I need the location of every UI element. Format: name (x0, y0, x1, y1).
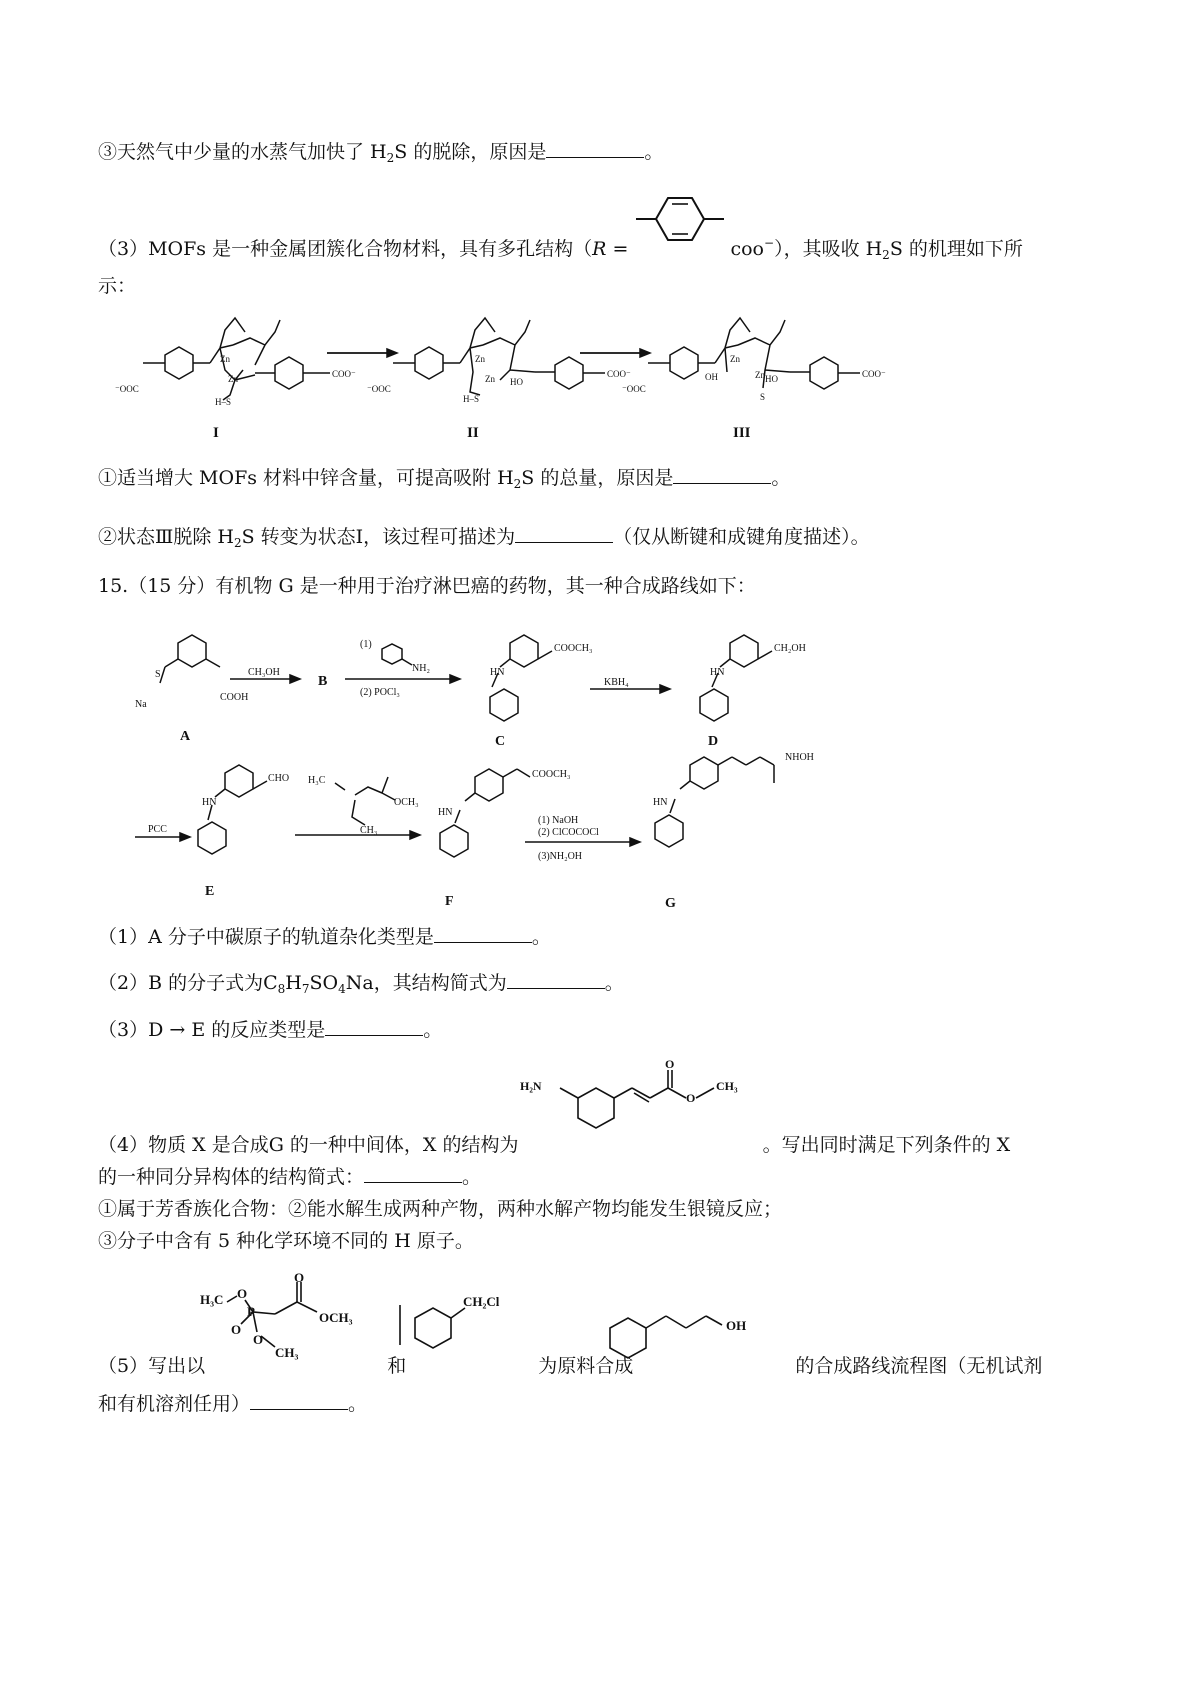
coo-minus-label: ⁻OOC (622, 384, 646, 394)
label-F: F (445, 894, 454, 909)
cooh-label: COOH (220, 692, 249, 703)
coo-minus-label: COO⁻ (332, 369, 356, 379)
label-II: II (467, 425, 479, 441)
text: 。 (348, 1393, 368, 1415)
text: （1）A 分子中碳原子的轨道杂化类型是 (98, 926, 434, 948)
q14-sub3-line (98, 138, 663, 172)
ch2cl-label: CH₂Cl (463, 1294, 500, 1309)
s-label: S (155, 669, 161, 680)
text: S 的脱除，原因是 (394, 141, 547, 163)
label-C: C (495, 734, 506, 749)
text: S 的机理如下所 (889, 238, 1023, 260)
q14-sub1-line (98, 464, 790, 498)
answer-blank[interactable] (325, 1017, 423, 1036)
subscript: 7 (301, 982, 310, 996)
answer-blank[interactable] (434, 924, 532, 943)
text: （2）B 的分子式为C (98, 972, 278, 994)
ch3-label: CH₃ (275, 1345, 299, 1360)
zn-label: Zn (485, 374, 495, 384)
answer-blank[interactable] (507, 970, 605, 989)
r-symbol: R = (592, 238, 629, 260)
reagent-pcc: PCC (148, 824, 167, 835)
text: 为原料合成 (538, 1355, 634, 1377)
cooch3-label: COOCH₃ (554, 643, 593, 654)
coo-minus-label: COO⁻ (862, 369, 886, 379)
text: 。写出同时满足下列条件的 X (762, 1134, 1011, 1156)
h3c-label: H₃C (200, 1292, 224, 1307)
o-label: O (237, 1286, 248, 1301)
text: 的一种同分异构体的结构简式： (98, 1166, 365, 1188)
subscript: 2 (386, 151, 395, 165)
och3-label: OCH₃ (319, 1310, 353, 1325)
label-G: G (665, 896, 676, 911)
q15-q3 (98, 1016, 442, 1044)
text: ，其结构简式为 (373, 972, 507, 994)
na-label: Na (135, 699, 147, 710)
q15-q1 (98, 923, 551, 951)
h2n-label: H₂N (520, 1079, 542, 1093)
coo-minus-label: COO⁻ (607, 369, 631, 379)
ch3-label: CH₃ (716, 1079, 738, 1093)
text: （仅从断键和成键角度描述）。 (613, 526, 870, 548)
label-B: B (318, 674, 328, 689)
structure-I (143, 318, 330, 400)
text: 和 (387, 1355, 407, 1377)
o-label: O (253, 1332, 264, 1347)
reagent-nh2: NH₂ (412, 663, 430, 674)
q15-q4-cond2 (98, 1227, 474, 1255)
q14-sub2-line (98, 523, 870, 557)
label-III: III (733, 425, 751, 441)
o-label: O (294, 1272, 305, 1285)
s-label: S (760, 392, 766, 402)
text: （3）D → E 的反应类型是 (98, 1019, 326, 1041)
text: 15.（15 分）有机物 G 是一种用于治疗淋巴癌的药物，其一种合成路线如下： (98, 575, 756, 597)
zn-label: Zn (475, 354, 485, 364)
reagent-pocl3: (2) POCl₃ (360, 687, 400, 698)
q15-q4-cond1 (98, 1195, 782, 1223)
hn-label: HN (653, 797, 668, 808)
reagent-ch3oh: CH₃OH (248, 667, 280, 678)
oh-label: HO (765, 374, 778, 384)
text: 。 (423, 1019, 443, 1041)
subscript: 2 (513, 477, 522, 491)
q15-q2: （2）B 的分子式为$C_8H_7SO_4Na$，其结构简式为 。 (98, 972, 624, 996)
oh-label: OH (705, 372, 718, 382)
q15-q4 (98, 1131, 1010, 1159)
reagent-nh2oh: (3)NH₂OH (538, 851, 583, 862)
text: ③分子中含有 5 种化学环境不同的 H 原子。 (98, 1230, 474, 1252)
text: 的合成路线流程图（无机试剂 (795, 1355, 1043, 1377)
coo-minus-label: ⁻OOC (367, 384, 391, 394)
answer-blank[interactable] (515, 524, 613, 543)
cho-label: CHO (268, 773, 290, 784)
nhoh-label: NHOH (785, 752, 814, 763)
label-D: D (708, 734, 719, 749)
text: 。 (771, 467, 791, 489)
text: （5）写出以 (98, 1355, 206, 1377)
text: S 的总量，原因是 (521, 467, 674, 489)
label-E: E (205, 884, 215, 899)
hn-label: HN (490, 667, 505, 678)
q14-part3-line2 (98, 272, 136, 300)
minus-sign: − (764, 236, 775, 250)
subscript: 8 (277, 982, 286, 996)
hn-label: HN (710, 667, 725, 678)
reagent-step1: (1) (360, 639, 372, 650)
ch3-label: CH₃ (360, 825, 378, 836)
reagent-kbh4: KBH₄ (604, 677, 629, 688)
text: 。 (462, 1166, 482, 1188)
coo-minus-label: ⁻OOC (115, 384, 139, 394)
text: ①适当增大 MOFs 材料中锌含量，可提高吸附 H (98, 467, 514, 489)
reagent-naoh: (1) NaOH (538, 815, 579, 826)
synthesis-route-figure (120, 605, 1040, 915)
text: ③天然气中少量的水蒸气加快了 H (98, 141, 387, 163)
hn-label: HN (438, 807, 453, 818)
label-A: A (180, 729, 191, 744)
text: 和有机溶剂任用） (98, 1393, 251, 1415)
r-group-benzene-structure (630, 190, 730, 250)
ch2oh-label: CH₂OH (774, 643, 806, 654)
coo-label: coo (730, 238, 764, 260)
o-label: O (231, 1322, 242, 1337)
q15-q5 (98, 1352, 1042, 1380)
structure-III (648, 318, 860, 389)
text: S 转变为状态Ⅰ，该过程可描述为 (241, 526, 516, 548)
text: 。 (531, 926, 551, 948)
mof-mechanism-figure (115, 300, 895, 450)
zn-label: Zn (228, 374, 238, 384)
cooch3-label: COOCH₃ (532, 769, 571, 780)
answer-blank[interactable] (250, 1391, 348, 1410)
p-label: P (247, 1304, 255, 1319)
text: 。 (604, 972, 624, 994)
hs-label: H–S (463, 394, 480, 404)
text: （4）物质 X 是合成G 的一种中间体，X 的结构为 (98, 1134, 519, 1156)
subscript: 2 (882, 248, 890, 262)
hs-label: H–S (215, 397, 232, 407)
h3c-label: H₃C (308, 775, 326, 786)
oh-label: HO (510, 377, 523, 387)
o-label: O (665, 1060, 675, 1071)
subscript: 4 (338, 982, 346, 996)
answer-blank[interactable] (546, 139, 644, 158)
text: （3）MOFs 是一种金属团簇化合物材料，具有多孔结构（ (98, 238, 593, 260)
subscript: 2 (233, 536, 242, 550)
text: 。 (644, 141, 664, 163)
answer-blank[interactable] (364, 1164, 462, 1183)
zn-label: Zn (730, 354, 740, 364)
answer-blank[interactable] (673, 465, 771, 484)
o-label: O (686, 1091, 696, 1105)
zn-label: Zn (755, 370, 765, 380)
q14-part3-line (98, 229, 1023, 269)
och3-label: OCH₃ (394, 797, 419, 808)
hn-label: HN (202, 797, 217, 808)
q15-q4-line2 (98, 1163, 481, 1191)
q15-intro (98, 572, 756, 600)
label-I: I (213, 425, 219, 441)
oh-label: OH (726, 1318, 747, 1333)
text: ），其吸收 H (774, 238, 883, 260)
text: ①属于芳香族化合物：②能水解生成两种产物，两种水解产物均能发生银镜反应； (98, 1198, 783, 1220)
zn-label: Zn (220, 354, 230, 364)
text: ②状态Ⅲ脱除 H (98, 526, 234, 548)
reagent-clcocool: (2) ClCOCOCl (538, 827, 599, 838)
text: 示： (98, 275, 137, 297)
q15-q5-line2 (98, 1390, 367, 1418)
structure-II (393, 318, 605, 395)
